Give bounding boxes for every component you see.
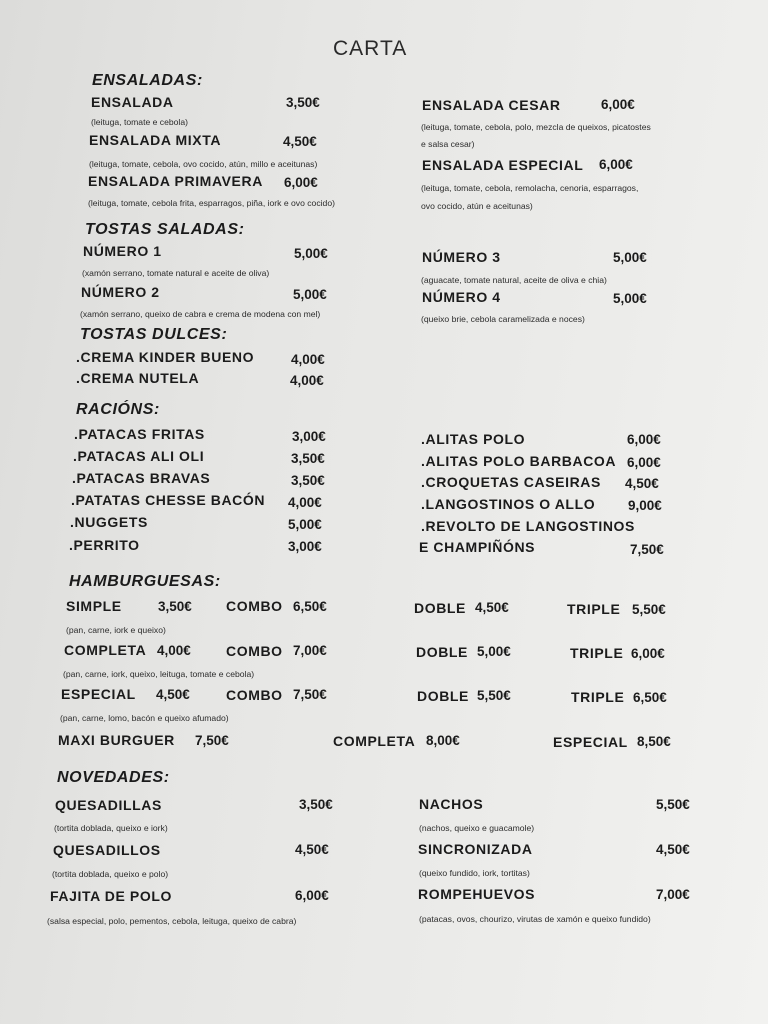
item-price: 3,50€ [291, 473, 325, 488]
item-name: NÚMERO 2 [81, 284, 160, 300]
item-name: FAJITA DE POLO [50, 888, 172, 904]
triple-label: TRIPLE [570, 645, 624, 661]
item-name: .PATATAS CHESSE BACÓN [71, 492, 266, 508]
item-description: (tortita doblada, queixo e iork) [54, 823, 168, 833]
item-name: ENSALADA PRIMAVERA [88, 173, 263, 189]
item-name: NÚMERO 1 [83, 243, 162, 259]
item-price: 5,00€ [613, 291, 647, 306]
maxi-especial-label: ESPECIAL [553, 734, 628, 750]
combo-label: COMBO [226, 598, 283, 614]
item-name: .CROQUETAS CASEIRAS [421, 474, 601, 490]
item-description: (xamón serrano, tomate natural e aceite de oliva) [82, 268, 270, 278]
item-name: NÚMERO 3 [422, 249, 501, 265]
triple-label: TRIPLE [571, 689, 625, 705]
item-price: 3,50€ [299, 797, 333, 812]
item-name: ENSALADA [91, 94, 174, 110]
doble-label: DOBLE [414, 600, 466, 616]
item-name: NACHOS [419, 796, 484, 812]
item-price: 4,50€ [295, 842, 329, 857]
item-price: 5,00€ [294, 246, 328, 261]
burger-description: (pan, carne, iork, queixo, leituga, tomate e cebola) [63, 669, 255, 679]
item-name: .PATACAS BRAVAS [72, 470, 211, 486]
item-description: (leituga, tomate, cebola, polo, mezcla de queixos, picatostes [421, 122, 651, 132]
item-name: ENSALADA MIXTA [89, 132, 222, 148]
triple-price: 5,50€ [632, 602, 666, 617]
item-description: ovo cocido, atún e aceitunas) [421, 201, 533, 211]
item-description: (nachos, queixo e guacamole) [419, 823, 535, 833]
burger-name: COMPLETA [64, 642, 147, 658]
maxi-completa-price: 8,00€ [426, 733, 460, 748]
item-description: (aguacate, tomate natural, aceite de oliva e chia) [421, 275, 607, 285]
item-name: .REVOLTO DE LANGOSTINOS [421, 518, 635, 534]
combo-price: 7,50€ [293, 687, 327, 702]
item-price: 5,50€ [656, 797, 690, 812]
item-price: 4,00€ [288, 495, 322, 510]
combo-price: 7,00€ [293, 643, 327, 658]
section-heading-ensaladas: ENSALADAS: [92, 72, 203, 89]
item-price: 7,00€ [656, 887, 690, 902]
item-name: .PATACAS ALI OLI [73, 448, 205, 464]
item-description: (xamón serrano, queixo de cabra e crema de modena con mel) [80, 309, 321, 319]
section-heading-hamburguesas: HAMBURGUESAS: [69, 573, 221, 590]
maxi-burger-name: MAXI BURGUER [58, 732, 175, 748]
item-description: e salsa cesar) [421, 139, 475, 149]
item-name: NÚMERO 4 [422, 289, 501, 305]
item-price: 3,00€ [288, 539, 322, 554]
section-heading-tostas-dulces: TOSTAS DULCES: [80, 326, 228, 343]
doble-price: 5,00€ [477, 644, 511, 659]
triple-label: TRIPLE [567, 601, 621, 617]
item-price: 7,50€ [630, 542, 664, 557]
item-price: 4,50€ [656, 842, 690, 857]
item-name: .PATACAS FRITAS [74, 426, 205, 442]
item-name: .CREMA KINDER BUENO [76, 349, 255, 365]
triple-price: 6,00€ [631, 646, 665, 661]
item-name: .ALITAS POLO BARBACOA [421, 453, 617, 469]
item-description: (salsa especial, polo, pementos, cebola, leituga, queixo de cabra) [47, 916, 297, 926]
item-price: 6,00€ [601, 97, 635, 112]
item-price: 6,00€ [284, 175, 318, 190]
item-price: 3,50€ [286, 95, 320, 110]
maxi-completa-label: COMPLETA [333, 733, 416, 749]
item-price: 4,50€ [283, 134, 317, 149]
menu-title: CARTA [333, 37, 408, 60]
combo-label: COMBO [226, 687, 283, 703]
item-description: (leituga, tomate, cebola, ovo cocido, atún, millo e aceitunas) [89, 159, 318, 169]
item-price: 4,00€ [291, 352, 325, 367]
doble-price: 5,50€ [477, 688, 511, 703]
item-price: 6,00€ [295, 888, 329, 903]
item-price: 4,50€ [625, 476, 659, 491]
burger-price: 4,50€ [156, 687, 190, 702]
item-name: E CHAMPIÑÓNS [419, 539, 536, 555]
item-price: 5,00€ [288, 517, 322, 532]
burger-price: 4,00€ [157, 643, 191, 658]
item-price: 3,50€ [291, 451, 325, 466]
burger-description: (pan, carne, iork e queixo) [66, 625, 166, 635]
item-name: .PERRITO [69, 537, 140, 553]
maxi-especial-price: 8,50€ [637, 734, 671, 749]
doble-label: DOBLE [416, 644, 468, 660]
maxi-burger-price: 7,50€ [195, 733, 229, 748]
item-name: ROMPEHUEVOS [418, 886, 536, 902]
item-price: 5,00€ [293, 287, 327, 302]
item-name: QUESADILLOS [53, 842, 161, 858]
item-name: .CREMA NUTELA [76, 370, 200, 386]
section-heading-racions: RACIÓNS: [76, 401, 160, 418]
item-description: (leituga, tomate, cebola, remolacha, cenoria, esparragos, [421, 183, 639, 193]
item-price: 4,00€ [290, 373, 324, 388]
combo-label: COMBO [226, 643, 283, 659]
item-name: ENSALADA CESAR [422, 97, 561, 113]
item-description: (queixo brie, cebola caramelizada e noces) [421, 314, 585, 324]
item-price: 3,00€ [292, 429, 326, 444]
item-description: (leituga, tomate, cebola frita, esparragos, piña, iork e ovo cocido) [88, 198, 335, 208]
item-price: 6,00€ [627, 432, 661, 447]
item-price: 5,00€ [613, 250, 647, 265]
item-description: (leituga, tomate e cebola) [91, 117, 188, 127]
burger-name: SIMPLE [66, 598, 122, 614]
triple-price: 6,50€ [633, 690, 667, 705]
item-description: (queixo fundido, iork, tortitas) [419, 868, 530, 878]
item-name: SINCRONIZADA [418, 841, 533, 857]
section-heading-novedades: NOVEDADES: [57, 769, 170, 786]
burger-description: (pan, carne, lomo, bacón e queixo afumado) [60, 713, 229, 723]
doble-label: DOBLE [417, 688, 469, 704]
item-price: 6,00€ [627, 455, 661, 470]
item-name: .ALITAS POLO [421, 431, 526, 447]
item-name: .NUGGETS [70, 514, 148, 530]
item-name: .LANGOSTINOS O ALLO [421, 496, 596, 512]
item-price: 6,00€ [599, 157, 633, 172]
burger-name: ESPECIAL [61, 686, 136, 702]
item-description: (tortita doblada, queixo e polo) [52, 869, 169, 879]
doble-price: 4,50€ [475, 600, 509, 615]
combo-price: 6,50€ [293, 599, 327, 614]
item-name: QUESADILLAS [55, 797, 162, 813]
item-description: (patacas, ovos, chourizo, virutas de xamón e queixo fundido) [419, 914, 651, 924]
item-price: 9,00€ [628, 498, 662, 513]
burger-price: 3,50€ [158, 599, 192, 614]
section-heading-tostas-saladas: TOSTAS SALADAS: [85, 221, 245, 238]
item-name: ENSALADA ESPECIAL [422, 157, 584, 173]
